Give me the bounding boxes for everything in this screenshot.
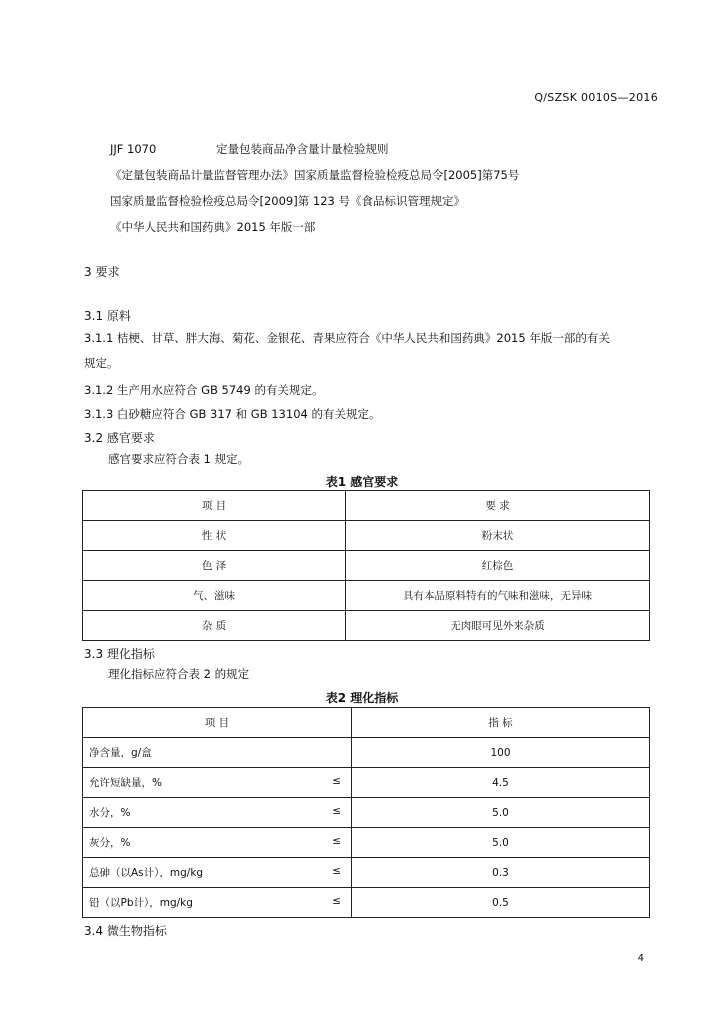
table-cell: 0.5 [352, 888, 650, 918]
section-heading: 3 要求 [84, 265, 120, 279]
comparison-operator: ≤ [332, 835, 341, 847]
paragraph: 3.1.3 白砂糖应符合 GB 317 和 GB 13104 的有关规定。 [84, 407, 381, 421]
comparison-operator: ≤ [332, 775, 341, 787]
reference-line [110, 219, 315, 235]
document-code-header: Q/SZSK 0010S—2016 [534, 91, 658, 104]
item-label: 水分，% [89, 807, 131, 819]
table-caption: 表1 感官要求 [325, 475, 399, 489]
table-row [83, 551, 650, 581]
table-cell [83, 888, 352, 918]
item-label: 净含量，g/盒 [89, 747, 152, 759]
reference-title: 国家质量监督检验检疫总局令[2009]第 123 号《食品标识管理规定》 [110, 194, 465, 208]
table-cell: 5.0 [352, 828, 650, 858]
paragraph: 理化指标应符合表 2 的规定 [108, 667, 250, 681]
table-row [83, 611, 650, 641]
item-label: 允许短缺量，% [89, 777, 162, 789]
item-label: 总砷（以As计），mg/kg [89, 867, 204, 879]
paragraph: 感官要求应符合表 1 规定。 [108, 452, 250, 466]
table-row [83, 768, 650, 798]
table-row [83, 581, 650, 611]
table-header-row [83, 491, 650, 521]
column-header: 项 目 [83, 491, 346, 521]
table-cell: 色 泽 [83, 551, 346, 581]
section-heading: 3.2 感官要求 [84, 431, 155, 445]
paragraph: 规定。 [84, 356, 119, 370]
table-cell: 粉末状 [346, 521, 650, 551]
table-cell [83, 768, 352, 798]
table-cell: 无肉眼可见外来杂质 [346, 611, 650, 641]
item-label: 灰分，% [89, 837, 131, 849]
reference-title: 《定量包装商品计量监督管理办法》国家质量监督检验检疫总局令[2005]第75号 [110, 168, 520, 182]
table-header-row [83, 708, 650, 738]
sensory-requirements-table [82, 490, 650, 641]
table-cell: 0.3 [352, 858, 650, 888]
table-cell [83, 798, 352, 828]
page-number: 4 [637, 953, 644, 964]
reference-line [110, 167, 519, 183]
column-header: 要 求 [346, 491, 650, 521]
table-row [83, 828, 650, 858]
table-cell: 具有本品原料特有的气味和滋味，无异味 [346, 581, 650, 611]
table-cell: 气、滋味 [83, 581, 346, 611]
table-cell [83, 738, 352, 768]
table-row [83, 858, 650, 888]
reference-title: 《中华人民共和国药典》2015 年版一部 [110, 220, 316, 234]
section-heading: 3.1 原料 [84, 309, 131, 323]
reference-title: 定量包装商品净含量计量检验规则 [216, 142, 389, 156]
table-cell: 红棕色 [346, 551, 650, 581]
table-row [83, 798, 650, 828]
table-cell: 100 [352, 738, 650, 768]
table-cell [83, 858, 352, 888]
comparison-operator: ≤ [332, 895, 341, 907]
column-header: 指 标 [352, 708, 650, 738]
table-row [83, 521, 650, 551]
column-header: 项 目 [83, 708, 352, 738]
reference-line [110, 193, 465, 209]
section-heading: 3.3 理化指标 [84, 647, 155, 661]
comparison-operator: ≤ [332, 805, 341, 817]
table-row [83, 888, 650, 918]
paragraph: 3.1.1 桔梗、甘草、胖大海、菊花、金银花、青果应符合《中华人民共和国药典》2015 年版一部的有关 [84, 331, 610, 345]
table-cell: 4.5 [352, 768, 650, 798]
table-cell: 杂 质 [83, 611, 346, 641]
reference-code: JJF 1070 [110, 142, 157, 156]
item-label: 铅（以Pb计），mg/kg [89, 897, 193, 909]
table-caption: 表2 理化指标 [325, 691, 399, 705]
table-row [83, 738, 650, 768]
table-cell: 性 状 [83, 521, 346, 551]
table-cell [83, 828, 352, 858]
table-cell: 5.0 [352, 798, 650, 828]
section-heading: 3.4 微生物指标 [84, 924, 167, 938]
reference-line [110, 141, 389, 157]
comparison-operator: ≤ [332, 865, 341, 877]
physicochemical-indicators-table [82, 707, 650, 918]
paragraph: 3.1.2 生产用水应符合 GB 5749 的有关规定。 [84, 383, 324, 397]
